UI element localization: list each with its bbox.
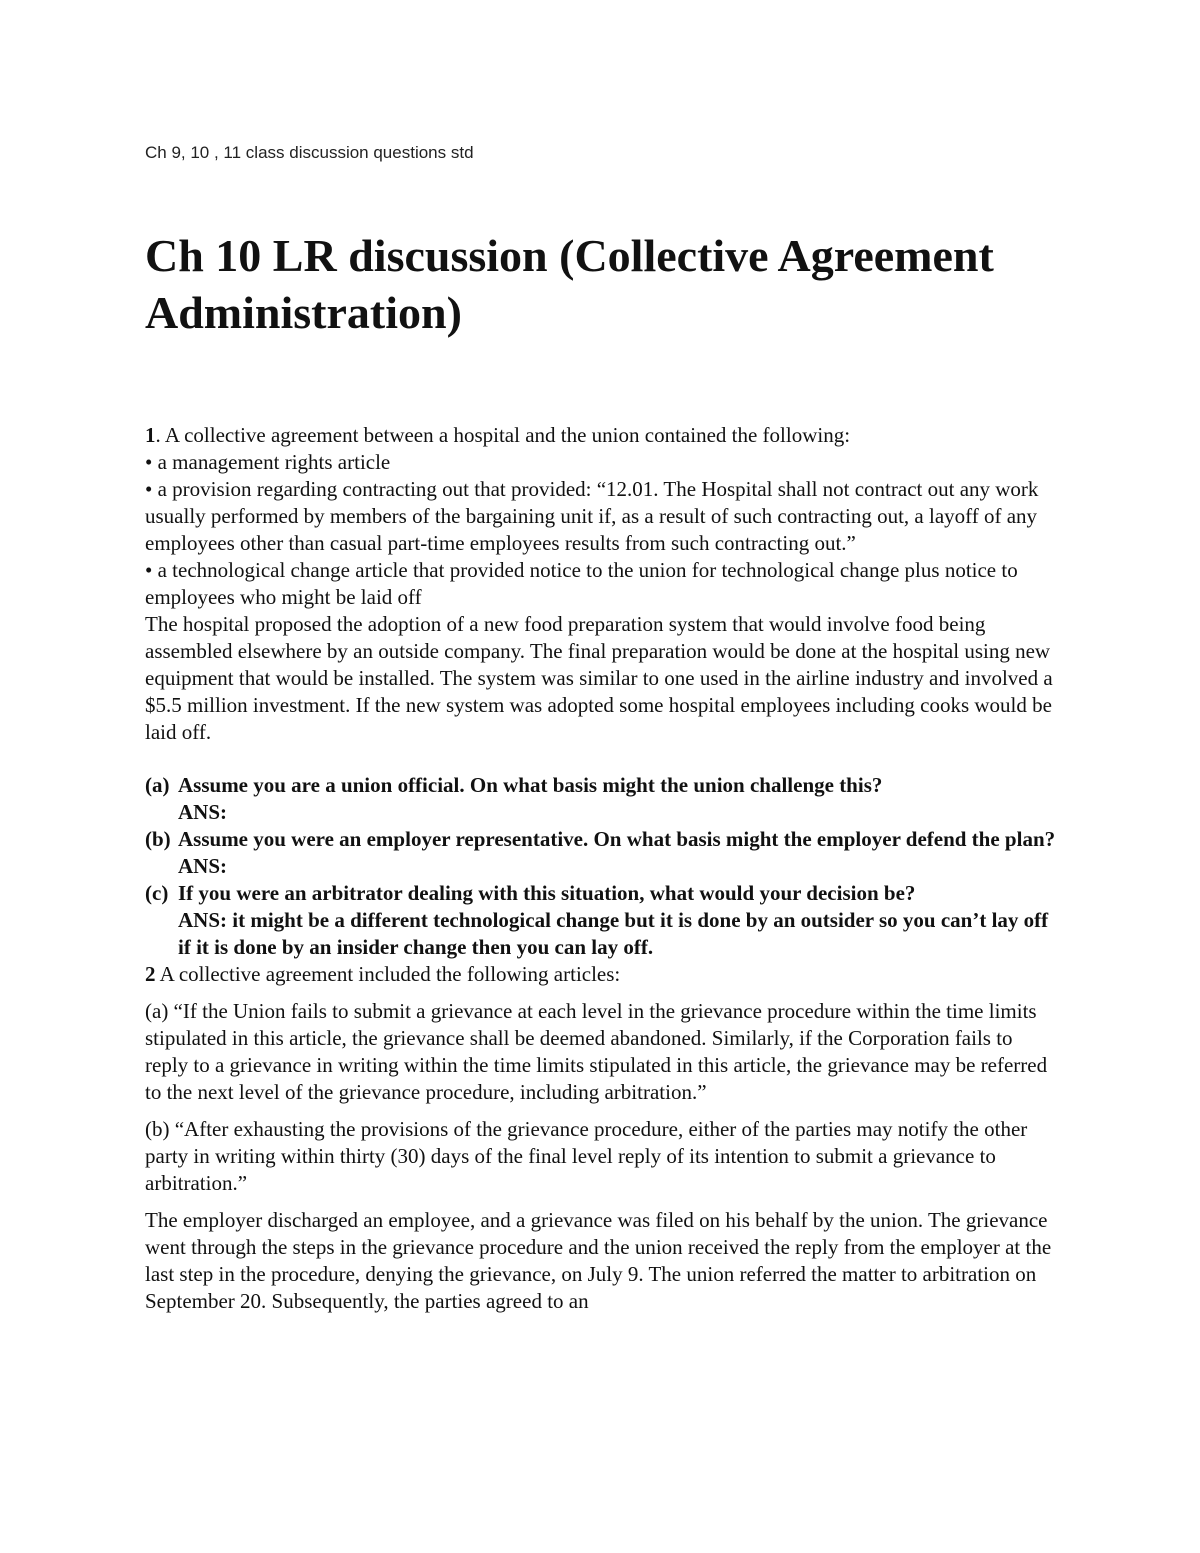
question-2-scenario: The employer discharged an employee, and a grievance was filed on his behalf by the union. The grievance went through the steps in the grievance procedure and the union received the reply from the employer at the last step in the procedure, denying the grievance, on July 9. The union referred the matter to arbitration on September 20. Subsequently, the parties agreed to an bbox=[145, 1208, 1052, 1313]
question-1-scenario: The hospital proposed the adoption of a new food preparation system that would involve food being assembled elsewhere by an outside company. The final preparation would be done at the hospital using new equipment that would be installed. The system was similar to one used in the airline industry and involved a $5.5 million investment. If the new system was adopted some hospital employees including cooks would be laid off. bbox=[145, 612, 1053, 744]
question-1-subquestions bbox=[145, 772, 1060, 961]
subquestion-text: Assume you were an employer representative. On what basis might the employer defend the plan? bbox=[178, 827, 1056, 851]
article-a: (a) “If the Union fails to submit a grievance at each level in the grievance procedure within the time limits stipulated in this article, the grievance shall be deemed abandoned. Similarly, if the Corporation fails to reply to a grievance in writing within the time limits stipulated in this article, the grievance may be referred to the next level of the grievance procedure, including arbitration.” bbox=[145, 999, 1048, 1104]
question-1-intro-text: . A collective agreement between a hospital and the union contained the following: bbox=[155, 423, 851, 447]
subquestion-text: If you were an arbitrator dealing with this situation, what would your decision be? bbox=[178, 881, 916, 905]
subquestion-answer: ANS: bbox=[178, 854, 228, 878]
subquestion-answer: ANS: bbox=[178, 800, 228, 824]
subquestion-b bbox=[145, 826, 1060, 880]
question-2-intro-text: A collective agreement included the following articles: bbox=[155, 962, 621, 986]
document-header: Ch 9, 10 , 11 class discussion questions std bbox=[145, 143, 474, 162]
subquestion-text: Assume you are a union official. On what basis might the union challenge this? bbox=[178, 773, 883, 797]
subquestion-label: (c) bbox=[145, 881, 169, 905]
bullet-item: • a technological change article that provided notice to the union for technological change plus notice to employees who might be laid off bbox=[145, 558, 1018, 609]
question-1-intro bbox=[145, 422, 1060, 449]
subquestion-a bbox=[145, 772, 1060, 826]
subquestion-c bbox=[145, 880, 1060, 961]
document-body bbox=[145, 422, 1060, 1315]
subquestion-answer: ANS: it might be a different technological change but it is done by an outsider so you can’t lay off if it is done by an insider change then you can lay off. bbox=[178, 908, 1049, 959]
question-2-number: 2 bbox=[145, 962, 156, 986]
question-1-number: 1 bbox=[145, 423, 156, 447]
bullet-item: • a management rights article bbox=[145, 450, 391, 474]
article-b: (b) “After exhausting the provisions of the grievance procedure, either of the parties may notify the other party in writing within thirty (30) days of the final level reply of its intention to submit a grievance to arbitration.” bbox=[145, 1117, 1028, 1195]
bullet-item: • a provision regarding contracting out that provided: “12.01. The Hospital shall not contract out any work usually performed by members of the bargaining unit if, as a result of such contracting out, a layoff of any employees other than casual part-time employees results from such contracting out.” bbox=[145, 477, 1039, 555]
question-2-intro bbox=[145, 961, 1060, 988]
document-title: Ch 10 LR discussion (Collective Agreement Administration) bbox=[145, 230, 994, 338]
subquestion-label: (a) bbox=[145, 773, 170, 797]
subquestion-label: (b) bbox=[145, 827, 171, 851]
